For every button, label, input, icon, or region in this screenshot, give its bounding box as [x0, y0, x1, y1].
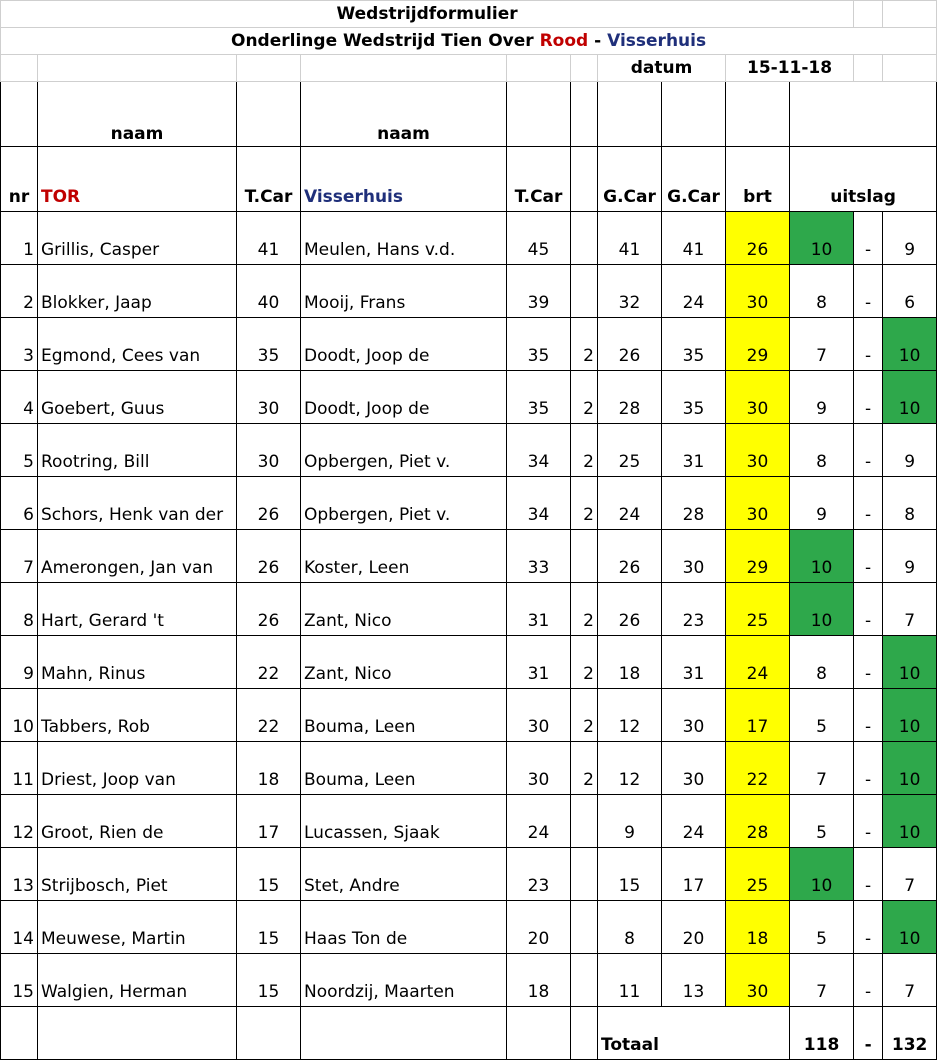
gcar-tor: 15 [598, 848, 662, 901]
score-visserhuis: 10 [883, 636, 937, 689]
player-visserhuis: Doodt, Joop de [301, 371, 507, 424]
gcar-tor: 9 [598, 795, 662, 848]
extra-mark [571, 212, 598, 265]
brt-value: 18 [726, 901, 790, 954]
gcar-tor: 8 [598, 901, 662, 954]
brt-value: 29 [726, 530, 790, 583]
table-row [1, 530, 937, 583]
score-tor: 10 [790, 530, 854, 583]
extra-mark: 2 [571, 689, 598, 742]
score-visserhuis: 7 [883, 583, 937, 636]
result-rows [1, 212, 937, 1007]
table-row [1, 477, 937, 530]
brt-value: 29 [726, 318, 790, 371]
gcar-visserhuis: 30 [662, 742, 726, 795]
player-tor: Amerongen, Jan van [38, 530, 237, 583]
score-tor: 7 [790, 742, 854, 795]
brt-value: 30 [726, 477, 790, 530]
score-dash: - [854, 530, 883, 583]
row-nr: 13 [1, 848, 38, 901]
score-tor: 9 [790, 477, 854, 530]
header-team1: TOR [38, 147, 237, 212]
player-tor: Tabbers, Rob [38, 689, 237, 742]
player-visserhuis: Doodt, Joop de [301, 318, 507, 371]
score-dash: - [854, 371, 883, 424]
score-visserhuis: 9 [883, 530, 937, 583]
table-row [1, 212, 937, 265]
tcar-visserhuis: 18 [507, 954, 571, 1007]
player-visserhuis: Lucassen, Sjaak [301, 795, 507, 848]
score-dash: - [854, 689, 883, 742]
score-visserhuis: 7 [883, 954, 937, 1007]
score-tor: 10 [790, 848, 854, 901]
brt-value: 24 [726, 636, 790, 689]
score-dash: - [854, 583, 883, 636]
brt-value: 28 [726, 795, 790, 848]
table-row [1, 901, 937, 954]
score-dash: - [854, 954, 883, 1007]
player-tor: Meuwese, Martin [38, 901, 237, 954]
naam-header-2: naam [301, 82, 507, 147]
header-gcar2: G.Car [662, 147, 726, 212]
column-header-row [1, 147, 937, 212]
score-visserhuis: 10 [883, 795, 937, 848]
form-title: Wedstrijdformulier [1, 1, 854, 28]
brt-value: 25 [726, 848, 790, 901]
table-row [1, 848, 937, 901]
player-tor: Blokker, Jaap [38, 265, 237, 318]
gcar-tor: 26 [598, 583, 662, 636]
score-tor: 10 [790, 212, 854, 265]
table-row [1, 265, 937, 318]
gcar-visserhuis: 30 [662, 689, 726, 742]
header-tcar1: T.Car [237, 147, 301, 212]
score-dash: - [854, 901, 883, 954]
extra-mark: 2 [571, 636, 598, 689]
tcar-visserhuis: 31 [507, 636, 571, 689]
header-tcar2: T.Car [507, 147, 571, 212]
header-brt: brt [726, 147, 790, 212]
player-visserhuis: Meulen, Hans v.d. [301, 212, 507, 265]
brt-value: 30 [726, 371, 790, 424]
table-row [1, 371, 937, 424]
totals-row [1, 1007, 937, 1060]
row-nr: 14 [1, 901, 38, 954]
totals-label: Totaal [598, 1007, 790, 1060]
row-nr: 4 [1, 371, 38, 424]
score-dash: - [854, 795, 883, 848]
date-row [1, 55, 937, 82]
gcar-tor: 12 [598, 742, 662, 795]
extra-mark: 2 [571, 583, 598, 636]
date-value: 15-11-18 [726, 55, 854, 82]
extra-mark: 2 [571, 371, 598, 424]
player-visserhuis: Haas Ton de [301, 901, 507, 954]
player-tor: Grillis, Casper [38, 212, 237, 265]
score-tor: 7 [790, 954, 854, 1007]
player-visserhuis: Zant, Nico [301, 583, 507, 636]
gcar-visserhuis: 17 [662, 848, 726, 901]
gcar-visserhuis: 13 [662, 954, 726, 1007]
player-visserhuis: Noordzij, Maarten [301, 954, 507, 1007]
player-tor: Schors, Henk van der [38, 477, 237, 530]
player-visserhuis: Koster, Leen [301, 530, 507, 583]
gcar-visserhuis: 35 [662, 318, 726, 371]
score-dash: - [854, 212, 883, 265]
player-tor: Egmond, Cees van [38, 318, 237, 371]
tcar-tor: 26 [237, 583, 301, 636]
table-row [1, 636, 937, 689]
tcar-visserhuis: 39 [507, 265, 571, 318]
player-tor: Mahn, Rinus [38, 636, 237, 689]
score-tor: 5 [790, 795, 854, 848]
tcar-tor: 40 [237, 265, 301, 318]
row-nr: 5 [1, 424, 38, 477]
tcar-visserhuis: 33 [507, 530, 571, 583]
tcar-visserhuis: 35 [507, 318, 571, 371]
tcar-visserhuis: 34 [507, 424, 571, 477]
table-row [1, 318, 937, 371]
brt-value: 26 [726, 212, 790, 265]
brt-value: 30 [726, 265, 790, 318]
tcar-visserhuis: 45 [507, 212, 571, 265]
brt-value: 25 [726, 583, 790, 636]
row-nr: 7 [1, 530, 38, 583]
gcar-visserhuis: 31 [662, 424, 726, 477]
gcar-tor: 26 [598, 530, 662, 583]
table-row [1, 795, 937, 848]
gcar-tor: 12 [598, 689, 662, 742]
score-visserhuis: 8 [883, 477, 937, 530]
date-label: datum [598, 55, 726, 82]
player-visserhuis: Zant, Nico [301, 636, 507, 689]
tcar-visserhuis: 30 [507, 689, 571, 742]
row-nr: 12 [1, 795, 38, 848]
score-visserhuis: 10 [883, 318, 937, 371]
score-dash: - [854, 424, 883, 477]
table-row [1, 742, 937, 795]
gcar-tor: 18 [598, 636, 662, 689]
table-row [1, 689, 937, 742]
gcar-visserhuis: 28 [662, 477, 726, 530]
score-visserhuis: 9 [883, 212, 937, 265]
tcar-visserhuis: 30 [507, 742, 571, 795]
score-dash: - [854, 265, 883, 318]
tcar-tor: 26 [237, 477, 301, 530]
score-dash: - [854, 742, 883, 795]
gcar-tor: 32 [598, 265, 662, 318]
row-nr: 11 [1, 742, 38, 795]
player-tor: Strijbosch, Piet [38, 848, 237, 901]
extra-mark: 2 [571, 742, 598, 795]
tcar-tor: 30 [237, 371, 301, 424]
gcar-visserhuis: 31 [662, 636, 726, 689]
gcar-visserhuis: 20 [662, 901, 726, 954]
row-nr: 2 [1, 265, 38, 318]
player-tor: Goebert, Guus [38, 371, 237, 424]
extra-mark [571, 954, 598, 1007]
player-visserhuis: Bouma, Leen [301, 742, 507, 795]
player-visserhuis: Opbergen, Piet v. [301, 477, 507, 530]
subtitle-row [1, 28, 937, 55]
match-subtitle [1, 28, 937, 55]
score-tor: 9 [790, 371, 854, 424]
extra-mark [571, 265, 598, 318]
row-nr: 8 [1, 583, 38, 636]
totals-dash: - [854, 1007, 883, 1060]
totals-score-1: 118 [790, 1007, 854, 1060]
brt-value: 22 [726, 742, 790, 795]
player-tor: Walgien, Herman [38, 954, 237, 1007]
brt-value: 30 [726, 954, 790, 1007]
score-visserhuis: 10 [883, 742, 937, 795]
gcar-tor: 24 [598, 477, 662, 530]
brt-value: 17 [726, 689, 790, 742]
score-visserhuis: 10 [883, 901, 937, 954]
score-dash: - [854, 636, 883, 689]
score-dash: - [854, 318, 883, 371]
gcar-visserhuis: 23 [662, 583, 726, 636]
score-visserhuis: 10 [883, 371, 937, 424]
row-nr: 10 [1, 689, 38, 742]
gcar-visserhuis: 30 [662, 530, 726, 583]
brt-value: 30 [726, 424, 790, 477]
tcar-visserhuis: 31 [507, 583, 571, 636]
player-tor: Rootring, Bill [38, 424, 237, 477]
subtitle-pre: Onderlinge Wedstrijd Tien Over [231, 31, 540, 51]
player-visserhuis: Mooij, Frans [301, 265, 507, 318]
row-nr: 15 [1, 954, 38, 1007]
extra-mark [571, 795, 598, 848]
header-nr: nr [1, 147, 38, 212]
score-visserhuis: 7 [883, 848, 937, 901]
tcar-tor: 26 [237, 530, 301, 583]
tcar-visserhuis: 20 [507, 901, 571, 954]
tcar-tor: 30 [237, 424, 301, 477]
subtitle-team2: Visserhuis [607, 31, 707, 51]
header-team2: Visserhuis [301, 147, 507, 212]
gcar-visserhuis: 35 [662, 371, 726, 424]
tcar-tor: 18 [237, 742, 301, 795]
player-tor: Hart, Gerard 't [38, 583, 237, 636]
gcar-tor: 28 [598, 371, 662, 424]
tcar-tor: 15 [237, 954, 301, 1007]
score-visserhuis: 10 [883, 689, 937, 742]
tcar-tor: 22 [237, 636, 301, 689]
header-uitslag: uitslag [790, 147, 937, 212]
score-tor: 8 [790, 424, 854, 477]
extra-mark: 2 [571, 477, 598, 530]
tcar-tor: 35 [237, 318, 301, 371]
gcar-tor: 26 [598, 318, 662, 371]
header-gcar1: G.Car [598, 147, 662, 212]
extra-mark: 2 [571, 424, 598, 477]
row-nr: 6 [1, 477, 38, 530]
gcar-visserhuis: 24 [662, 265, 726, 318]
row-nr: 3 [1, 318, 38, 371]
tcar-visserhuis: 24 [507, 795, 571, 848]
extra-mark [571, 530, 598, 583]
subtitle-team1: Rood [539, 31, 589, 51]
tcar-visserhuis: 23 [507, 848, 571, 901]
gcar-visserhuis: 24 [662, 795, 726, 848]
score-visserhuis: 9 [883, 424, 937, 477]
tcar-tor: 15 [237, 901, 301, 954]
score-visserhuis: 6 [883, 265, 937, 318]
player-visserhuis: Opbergen, Piet v. [301, 424, 507, 477]
row-nr: 1 [1, 212, 38, 265]
tcar-tor: 41 [237, 212, 301, 265]
player-visserhuis: Bouma, Leen [301, 689, 507, 742]
tcar-visserhuis: 34 [507, 477, 571, 530]
score-dash: - [854, 848, 883, 901]
gcar-tor: 25 [598, 424, 662, 477]
tcar-visserhuis: 35 [507, 371, 571, 424]
score-tor: 10 [790, 583, 854, 636]
score-tor: 8 [790, 636, 854, 689]
title-row [1, 1, 937, 28]
gcar-tor: 41 [598, 212, 662, 265]
player-visserhuis: Stet, Andre [301, 848, 507, 901]
tcar-tor: 22 [237, 689, 301, 742]
table-row [1, 954, 937, 1007]
totals-score-2: 132 [883, 1007, 937, 1060]
gcar-visserhuis: 41 [662, 212, 726, 265]
score-dash: - [854, 477, 883, 530]
table-row [1, 424, 937, 477]
gcar-tor: 11 [598, 954, 662, 1007]
player-tor: Groot, Rien de [38, 795, 237, 848]
subtitle-sep: - [588, 31, 608, 51]
extra-mark: 2 [571, 318, 598, 371]
extra-mark [571, 901, 598, 954]
player-tor: Driest, Joop van [38, 742, 237, 795]
row-nr: 9 [1, 636, 38, 689]
score-tor: 7 [790, 318, 854, 371]
score-tor: 5 [790, 901, 854, 954]
tcar-tor: 15 [237, 848, 301, 901]
table-row [1, 583, 937, 636]
naam-header-row [1, 82, 937, 147]
extra-mark [571, 848, 598, 901]
naam-header-1: naam [38, 82, 237, 147]
tcar-tor: 17 [237, 795, 301, 848]
score-tor: 5 [790, 689, 854, 742]
score-tor: 8 [790, 265, 854, 318]
